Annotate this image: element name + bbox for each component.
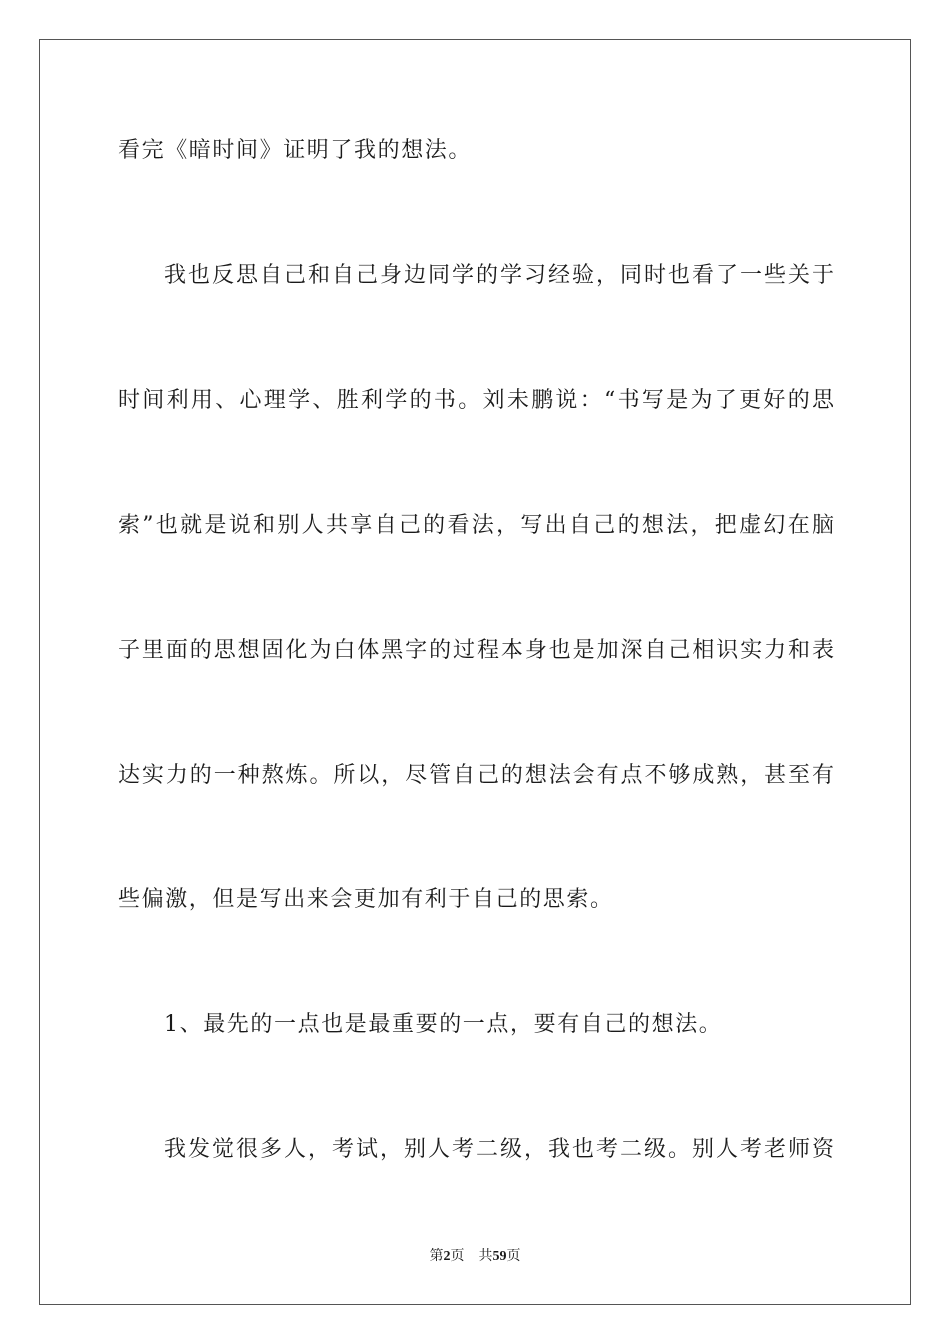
paragraph-line: 些偏激，但是写出来会更加有利于自己的思索。 [118,887,614,912]
paragraph-line: 子里面的思想固化为白体黑字的过程本身也是加深自己相识实力和表 [118,638,834,663]
page-number: 2 [443,1249,451,1264]
total-prefix: 共 [478,1248,493,1264]
list-item-line: 1、最先的一点也是最重要的一点，要有自己的想法。 [164,1012,723,1037]
page-footer [0,1246,950,1267]
paragraph-line: 看完《暗时间》证明了我的想法。 [118,138,473,163]
page-suffix: 页 [450,1248,465,1264]
paragraph-line: 达实力的一种熬炼。所以，尽管自己的想法会有点不够成熟，甚至有 [118,763,834,788]
paragraph-line: 我也反思自己和自己身边同学的学习经验，同时也看了一些关于 [164,263,834,288]
total-pages: 59 [492,1249,507,1264]
page-prefix: 第 [429,1248,444,1264]
paragraph-line: 我发觉很多人，考试，别人考二级，我也考二级。别人考老师资 [164,1137,834,1162]
paragraph-line: 索”也就是说和别人共享自己的看法，写出自己的想法，把虚幻在脑 [118,513,834,538]
paragraph-line: 时间利用、心理学、胜利学的书。刘未鹏说：“书写是为了更好的思 [118,388,834,413]
page-border [39,39,911,1305]
total-suffix: 页 [506,1248,521,1264]
